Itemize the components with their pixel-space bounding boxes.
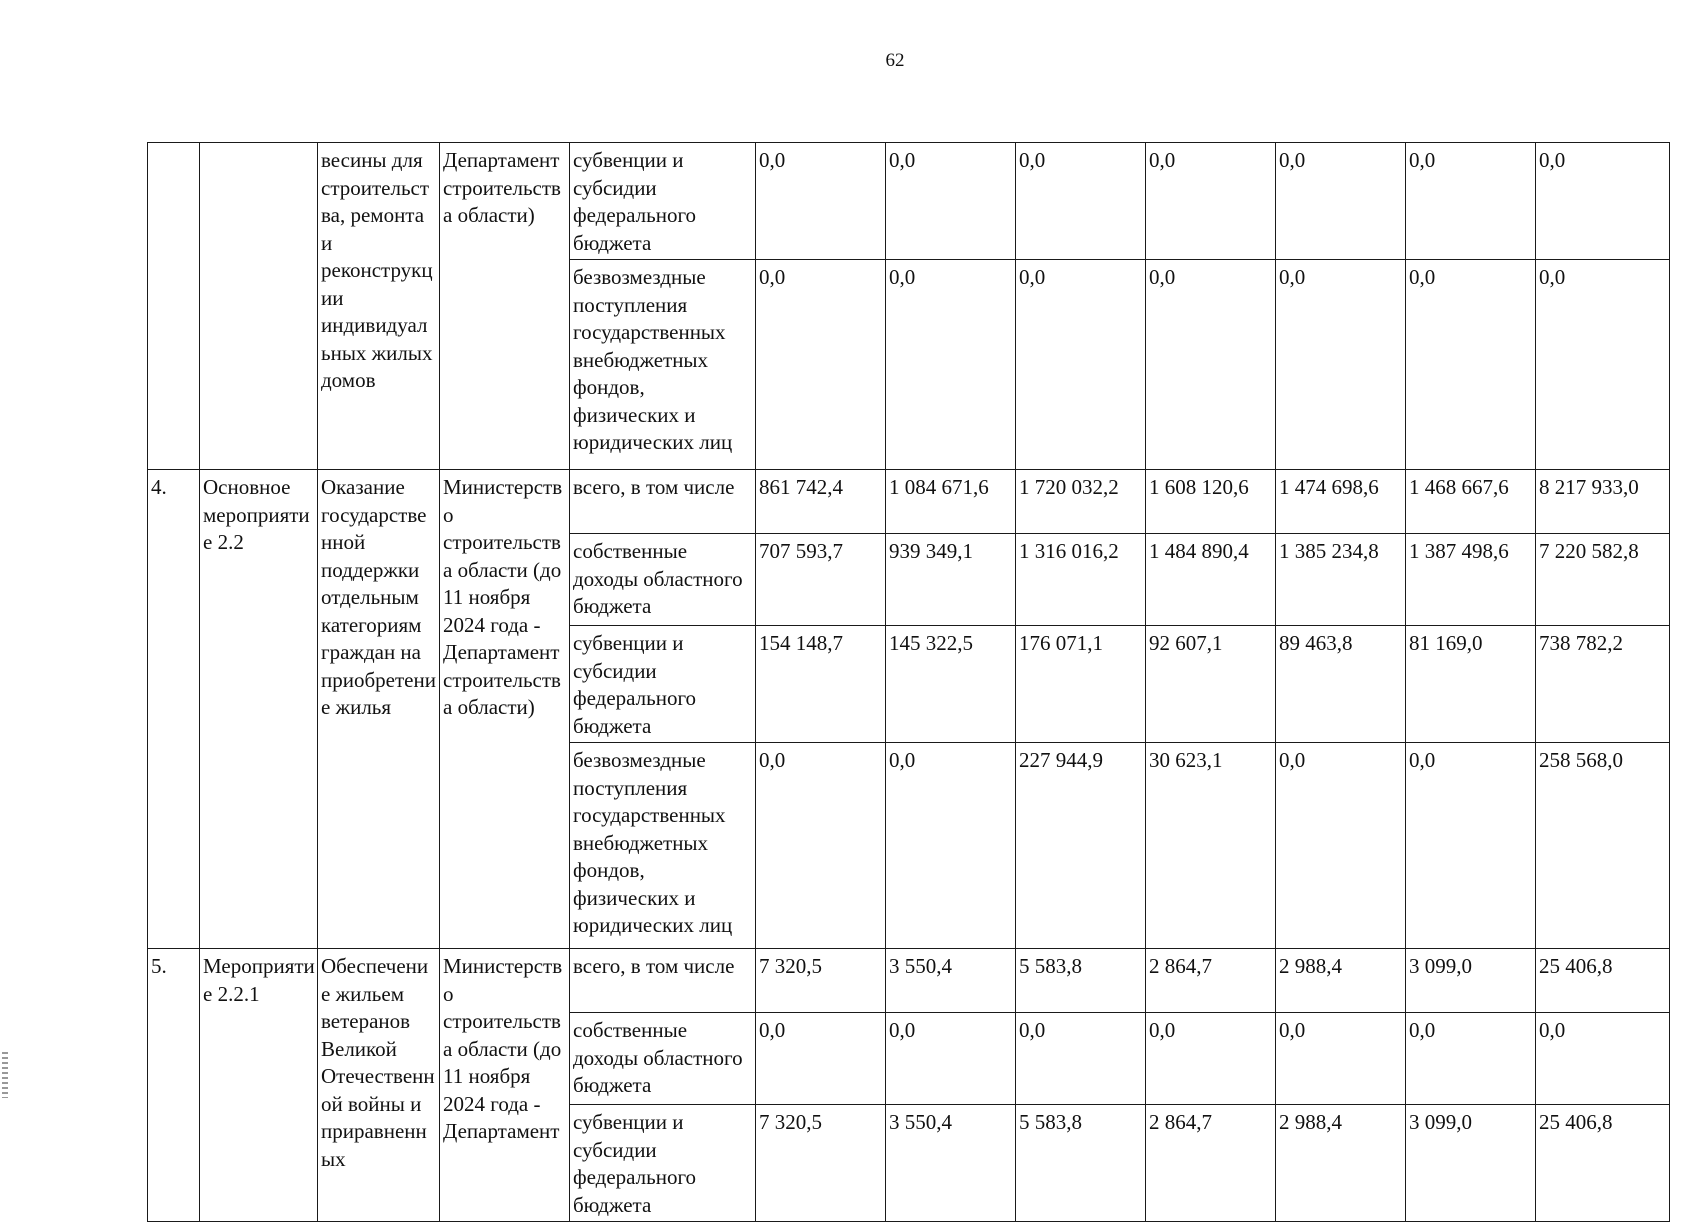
funding-source-cell: безвозмездные поступления государственных внебюджетных фондов, физических и юридических лиц xyxy=(570,743,756,949)
value-cell: 1 084 671,6 xyxy=(886,470,1016,534)
value-cell: 0,0 xyxy=(1406,143,1536,260)
budget-table xyxy=(147,142,1670,1222)
value-cell: 1 484 890,4 xyxy=(1146,534,1276,626)
value-cell: 0,0 xyxy=(756,260,886,470)
value-cell: 0,0 xyxy=(1406,743,1536,949)
funding-source-cell: всего, в том числе xyxy=(570,949,756,1013)
funding-source-cell: собственные доходы областного бюджета xyxy=(570,534,756,626)
funding-source-cell: всего, в том числе xyxy=(570,470,756,534)
executor-cell: Министерство строительства области (до 11 ноября 2024 года - Департамент строительства области) xyxy=(440,470,570,949)
value-cell: 0,0 xyxy=(1276,1013,1406,1105)
value-cell: 0,0 xyxy=(1276,743,1406,949)
value-cell: 0,0 xyxy=(1536,143,1670,260)
value-cell: 8 217 933,0 xyxy=(1536,470,1670,534)
value-cell: 0,0 xyxy=(1536,1013,1670,1105)
value-cell: 0,0 xyxy=(1016,260,1146,470)
value-cell: 7 320,5 xyxy=(756,1105,886,1222)
table-row xyxy=(148,143,1670,260)
executor-cell: Министерство строительства области (до 11 ноября 2024 года - Департамент xyxy=(440,949,570,1222)
value-cell: 1 720 032,2 xyxy=(1016,470,1146,534)
activity-name-cell xyxy=(200,143,318,470)
value-cell: 2 988,4 xyxy=(1276,949,1406,1013)
value-cell: 0,0 xyxy=(1406,1013,1536,1105)
value-cell: 1 608 120,6 xyxy=(1146,470,1276,534)
activity-name-cell: Основное мероприятие 2.2 xyxy=(200,470,318,949)
value-cell: 0,0 xyxy=(1146,143,1276,260)
value-cell: 0,0 xyxy=(756,743,886,949)
value-cell: 1 385 234,8 xyxy=(1276,534,1406,626)
page-number: 62 xyxy=(885,50,905,71)
value-cell: 1 468 667,6 xyxy=(1406,470,1536,534)
funding-source-cell: безвозмездные поступления государственных внебюджетных фондов, физических и юридических лиц xyxy=(570,260,756,470)
value-cell: 0,0 xyxy=(1016,1013,1146,1105)
table-row xyxy=(148,949,1670,1013)
value-cell: 0,0 xyxy=(1406,260,1536,470)
value-cell: 5 583,8 xyxy=(1016,949,1146,1013)
value-cell: 7 320,5 xyxy=(756,949,886,1013)
value-cell: 154 148,7 xyxy=(756,626,886,743)
value-cell: 939 349,1 xyxy=(886,534,1016,626)
value-cell: 25 406,8 xyxy=(1536,1105,1670,1222)
scan-edge-mark xyxy=(2,1052,8,1098)
value-cell: 227 944,9 xyxy=(1016,743,1146,949)
value-cell: 89 463,8 xyxy=(1276,626,1406,743)
value-cell: 0,0 xyxy=(1276,143,1406,260)
value-cell: 3 550,4 xyxy=(886,949,1016,1013)
value-cell: 861 742,4 xyxy=(756,470,886,534)
value-cell: 2 988,4 xyxy=(1276,1105,1406,1222)
value-cell: 0,0 xyxy=(886,743,1016,949)
activity-description-cell: Обеспечение жильем ветеранов Великой Отечественной войны и приравненных xyxy=(318,949,440,1222)
value-cell: 3 099,0 xyxy=(1406,1105,1536,1222)
value-cell: 1 387 498,6 xyxy=(1406,534,1536,626)
value-cell: 145 322,5 xyxy=(886,626,1016,743)
value-cell: 0,0 xyxy=(756,143,886,260)
value-cell: 92 607,1 xyxy=(1146,626,1276,743)
value-cell: 7 220 582,8 xyxy=(1536,534,1670,626)
activity-description-cell: Оказание государственной поддержки отдельным категориям граждан на приобретение жилья xyxy=(318,470,440,949)
value-cell: 0,0 xyxy=(886,1013,1016,1105)
row-number-cell xyxy=(148,143,200,470)
value-cell: 258 568,0 xyxy=(1536,743,1670,949)
value-cell: 0,0 xyxy=(886,143,1016,260)
value-cell: 707 593,7 xyxy=(756,534,886,626)
table-row xyxy=(148,470,1670,534)
funding-source-cell: субвенции и субсидии федерального бюджета xyxy=(570,143,756,260)
value-cell: 2 864,7 xyxy=(1146,949,1276,1013)
value-cell: 3 099,0 xyxy=(1406,949,1536,1013)
row-number-cell: 5. xyxy=(148,949,200,1222)
value-cell: 5 583,8 xyxy=(1016,1105,1146,1222)
executor-cell: Департамент строительства области) xyxy=(440,143,570,470)
value-cell: 2 864,7 xyxy=(1146,1105,1276,1222)
value-cell: 0,0 xyxy=(1016,143,1146,260)
value-cell: 0,0 xyxy=(1146,1013,1276,1105)
funding-source-cell: собственные доходы областного бюджета xyxy=(570,1013,756,1105)
value-cell: 0,0 xyxy=(1146,260,1276,470)
funding-source-cell: субвенции и субсидии федерального бюджета xyxy=(570,626,756,743)
value-cell: 3 550,4 xyxy=(886,1105,1016,1222)
value-cell: 30 623,1 xyxy=(1146,743,1276,949)
value-cell: 0,0 xyxy=(1276,260,1406,470)
row-number-cell: 4. xyxy=(148,470,200,949)
funding-source-cell: субвенции и субсидии федерального бюджета xyxy=(570,1105,756,1222)
value-cell: 738 782,2 xyxy=(1536,626,1670,743)
value-cell: 1 316 016,2 xyxy=(1016,534,1146,626)
value-cell: 1 474 698,6 xyxy=(1276,470,1406,534)
value-cell: 0,0 xyxy=(1536,260,1670,470)
value-cell: 81 169,0 xyxy=(1406,626,1536,743)
value-cell: 25 406,8 xyxy=(1536,949,1670,1013)
activity-description-cell: весины для строительства, ремонта и реконструкции индивидуальных жилых домов xyxy=(318,143,440,470)
value-cell: 176 071,1 xyxy=(1016,626,1146,743)
activity-name-cell: Мероприятие 2.2.1 xyxy=(200,949,318,1222)
value-cell: 0,0 xyxy=(756,1013,886,1105)
value-cell: 0,0 xyxy=(886,260,1016,470)
